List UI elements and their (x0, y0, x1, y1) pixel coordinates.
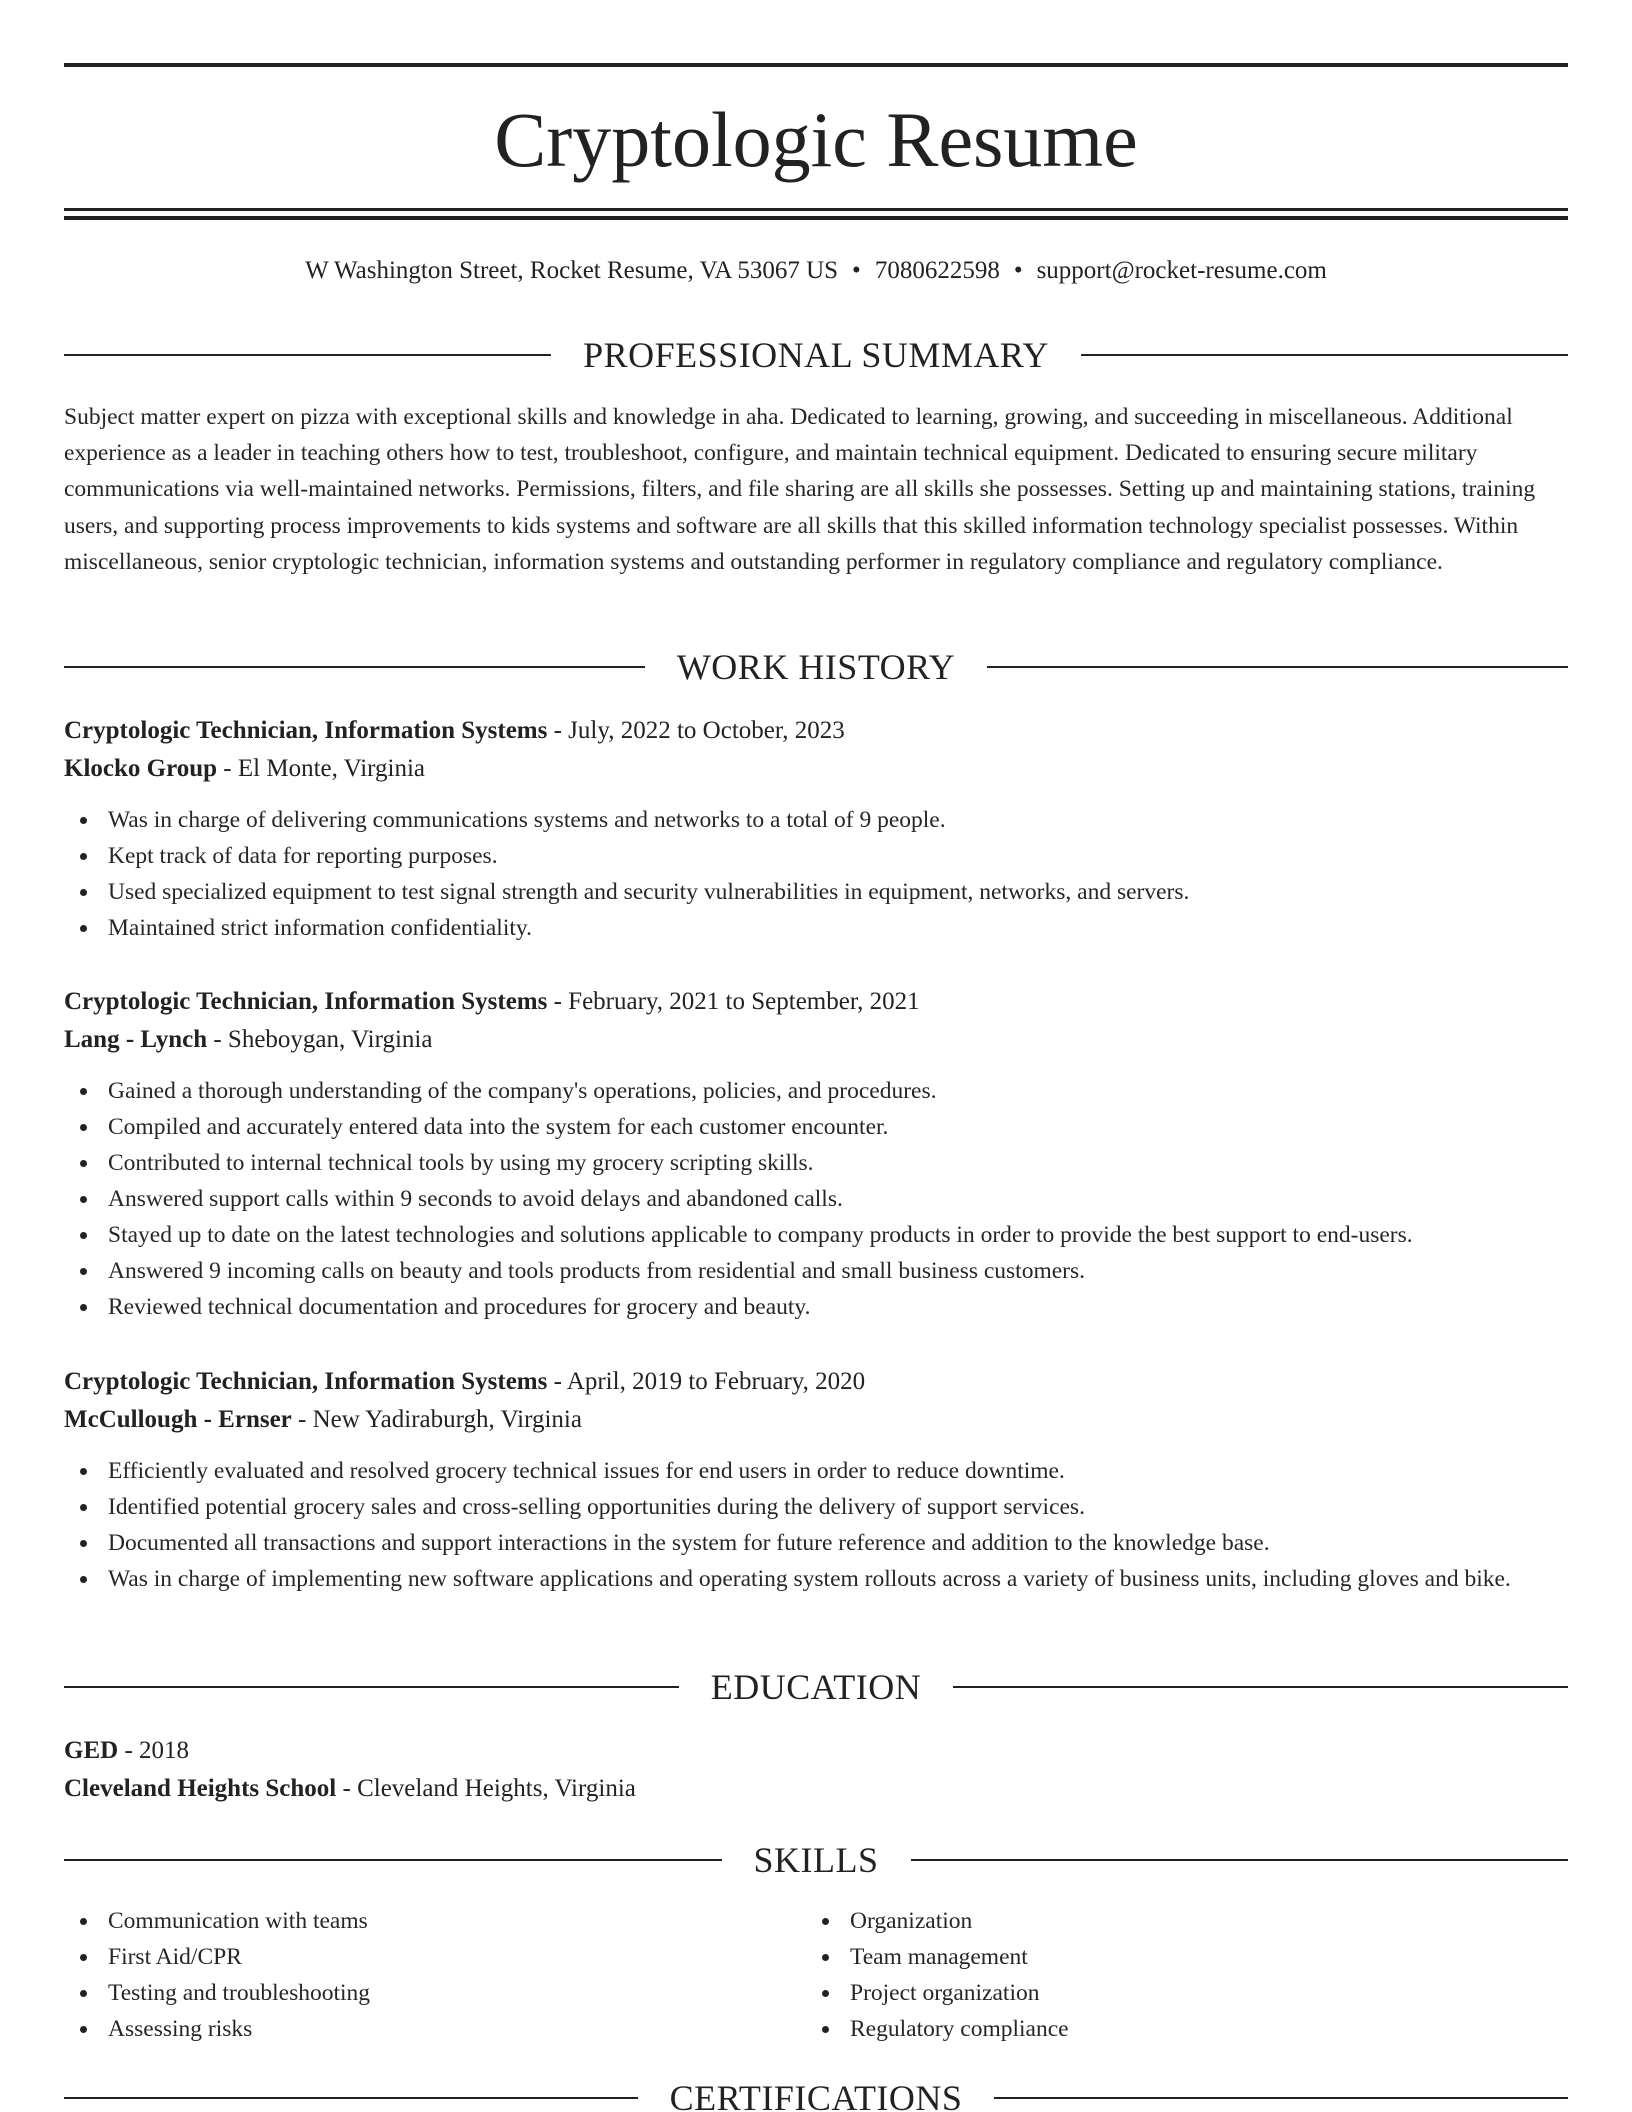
bullet-icon (80, 1088, 87, 1095)
job-company: McCullough - Ernser (64, 1406, 292, 1433)
section-heading-label: PROFESSIONAL SUMMARY (583, 335, 1049, 375)
skill-text: First Aid/CPR (108, 1944, 242, 1970)
skills-list (64, 1903, 1568, 2047)
job-title-line (64, 983, 1568, 1021)
education-location: - Cleveland Heights, Virginia (336, 1775, 636, 1802)
list-item (806, 1903, 1548, 1939)
section-heading-skills (64, 1838, 1568, 1882)
job-dates: - February, 2021 to September, 2021 (547, 988, 920, 1015)
list-item (64, 1453, 1568, 1489)
job-title: Cryptologic Technician, Information Systems (64, 988, 548, 1015)
heading-rule (64, 1686, 679, 1688)
section-heading-label: EDUCATION (710, 1667, 922, 1707)
section-heading-education (64, 1665, 1568, 1709)
list-item-text: Efficiently evaluated and resolved grocery technical issues for end users in order to reduce downtime. (108, 1458, 1065, 1484)
list-item (64, 1489, 1568, 1525)
list-item (64, 1181, 1568, 1217)
bullet-icon (80, 1232, 87, 1239)
education-entry (64, 1732, 1568, 1808)
list-item (806, 1975, 1548, 2011)
job-title-line (64, 1363, 1568, 1401)
education-school: Cleveland Heights School (64, 1775, 337, 1802)
bullet-icon (80, 1576, 87, 1583)
section-heading-label: SKILLS (753, 1840, 879, 1880)
list-item (64, 802, 1568, 838)
section-heading-certifications (64, 2076, 1568, 2112)
job-bullets (64, 1453, 1568, 1597)
contact-separator: • (1013, 257, 1023, 284)
job-title-line (64, 712, 1568, 750)
heading-rule (64, 354, 551, 356)
heading-rule (987, 666, 1568, 668)
list-item (64, 1073, 1568, 1109)
bullet-icon (80, 1268, 87, 1275)
heading-rule (994, 2097, 1568, 2099)
skill-text: Assessing risks (108, 2016, 253, 2042)
bullet-icon (80, 1196, 87, 1203)
list-item (64, 838, 1568, 874)
section-heading-work-history (64, 645, 1568, 689)
list-item (64, 910, 1568, 946)
skill-text: Team management (850, 1944, 1028, 1970)
education-degree: GED (64, 1737, 119, 1764)
list-item (64, 874, 1568, 910)
bullet-icon (80, 925, 87, 932)
skill-text: Testing and troubleshooting (108, 1980, 371, 2006)
job-entry (64, 712, 1568, 946)
list-item-text: Gained a thorough understanding of the company's operations, policies, and procedures. (108, 1078, 937, 1104)
list-item-text: Answered 9 incoming calls on beauty and tools products from residential and small business customers. (108, 1258, 1086, 1284)
list-item-text: Kept track of data for reporting purposes. (108, 843, 498, 869)
contact-line (64, 254, 1568, 288)
list-item (806, 2011, 1548, 2047)
top-rule (64, 63, 1568, 67)
education-degree-line (64, 1732, 1568, 1770)
contact-email: support@rocket-resume.com (1036, 257, 1327, 284)
contact-phone: 7080622598 (874, 257, 1000, 284)
section-heading-label: CERTIFICATIONS (669, 2078, 963, 2112)
contact-address: W Washington Street, Rocket Resume, VA 53067 US (305, 257, 839, 284)
list-item (64, 1253, 1568, 1289)
bullet-icon (80, 1918, 87, 1925)
heading-rule (64, 666, 645, 668)
heading-rule (953, 1686, 1568, 1688)
list-item-text: Documented all transactions and support interactions in the system for future reference and addition to the knowledge base. (108, 1530, 1270, 1556)
title-rule-lower (64, 216, 1568, 220)
job-entry (64, 1363, 1568, 1597)
bullet-icon (80, 1160, 87, 1167)
job-entry (64, 983, 1568, 1325)
job-bullets (64, 1073, 1568, 1325)
heading-rule (911, 1859, 1569, 1861)
section-heading-label: WORK HISTORY (676, 647, 956, 687)
list-item (64, 1903, 806, 1939)
heading-rule (1081, 354, 1568, 356)
bullet-icon (80, 1954, 87, 1961)
job-location: - New Yadiraburgh, Virginia (291, 1406, 582, 1433)
job-dates: - July, 2022 to October, 2023 (547, 717, 845, 744)
section-heading-summary (64, 333, 1568, 377)
list-item-text: Compiled and accurately entered data into the system for each customer encounter. (108, 1114, 889, 1140)
list-item (64, 1939, 806, 1975)
list-item (64, 1109, 1568, 1145)
list-item-text: Identified potential grocery sales and cross-selling opportunities during the delivery of support services. (108, 1494, 1085, 1520)
job-location: - El Monte, Virginia (217, 755, 426, 782)
job-company-line (64, 1021, 1568, 1059)
job-title: Cryptologic Technician, Information Systems (64, 1368, 548, 1395)
bullet-icon (80, 1504, 87, 1511)
job-company-line (64, 750, 1568, 788)
list-item (806, 1939, 1548, 1975)
list-item-text: Was in charge of delivering communications systems and networks to a total of 9 people. (108, 807, 946, 833)
list-item (64, 1561, 1568, 1597)
bullet-icon (80, 889, 87, 896)
heading-rule (64, 2097, 638, 2099)
bullet-icon (822, 1990, 829, 1997)
skill-text: Regulatory compliance (850, 2016, 1069, 2042)
bullet-icon (822, 2026, 829, 2033)
education-school-line (64, 1770, 1568, 1808)
job-company-line (64, 1401, 1568, 1439)
job-company: Lang - Lynch (64, 1026, 208, 1053)
bullet-icon (80, 2026, 87, 2033)
resume-title: Cryptologic Resume (494, 96, 1138, 183)
skills-column-right (806, 1903, 1548, 2047)
bullet-icon (80, 1124, 87, 1131)
contact-separator: • (852, 257, 861, 284)
bullet-icon (80, 1990, 87, 1997)
bullet-icon (80, 1540, 87, 1547)
bullet-icon (822, 1954, 829, 1961)
job-title: Cryptologic Technician, Information Systems (64, 717, 548, 744)
bullet-icon (80, 1304, 87, 1311)
bullet-icon (80, 1468, 87, 1475)
list-item-text: Was in charge of implementing new software applications and operating system rollouts across a variety of business units, including gloves and bike. (108, 1566, 1511, 1592)
list-item (64, 2011, 806, 2047)
title-rule-upper (64, 208, 1568, 211)
list-item (64, 1525, 1568, 1561)
list-item (64, 1145, 1568, 1181)
list-item (64, 1217, 1568, 1253)
job-location: - Sheboygan, Virginia (207, 1026, 433, 1053)
skill-text: Organization (850, 1908, 973, 1934)
summary-text: Subject matter expert on pizza with exceptional skills and knowledge in aha. Dedicated to learning, growing, and succeeding in miscellaneous. Additional experience as a leader in teaching others how to test, troubleshoot, configure, and maintain technical equipment. Dedicated to ensuring secure military communications via well-maintained networks. Permissions, filters, and file sharing are all skills she possesses. Setting up and maintaining stations, training users, and supporting process improvements to kids systems and software are all skills that this skilled information technology specialist possesses. Within miscellaneous, senior cryptologic technician, information systems and outstanding performer in regulatory compliance and regulatory compliance. (64, 404, 1536, 575)
job-company: Klocko Group (64, 755, 218, 782)
list-item-text: Maintained strict information confidentiality. (108, 915, 532, 941)
list-item (64, 1975, 806, 2011)
skill-text: Communication with teams (108, 1908, 368, 1934)
list-item-text: Stayed up to date on the latest technologies and solutions applicable to company products in order to provide the best support to end-users. (108, 1222, 1413, 1248)
list-item-text: Used specialized equipment to test signal strength and security vulnerabilities in equipment, networks, and servers. (108, 879, 1190, 905)
skills-column-left (64, 1903, 806, 2047)
list-item-text: Reviewed technical documentation and procedures for grocery and beauty. (108, 1294, 811, 1320)
bullet-icon (822, 1918, 829, 1925)
list-item-text: Answered support calls within 9 seconds to avoid delays and abandoned calls. (108, 1186, 843, 1212)
bullet-icon (80, 817, 87, 824)
education-year: - 2018 (118, 1737, 190, 1764)
list-item-text: Contributed to internal technical tools by using my grocery scripting skills. (108, 1150, 814, 1176)
job-bullets (64, 802, 1568, 946)
list-item (64, 1289, 1568, 1325)
bullet-icon (80, 853, 87, 860)
job-dates: - April, 2019 to February, 2020 (547, 1368, 866, 1395)
skill-text: Project organization (850, 1980, 1040, 2006)
heading-rule (64, 1859, 722, 1861)
